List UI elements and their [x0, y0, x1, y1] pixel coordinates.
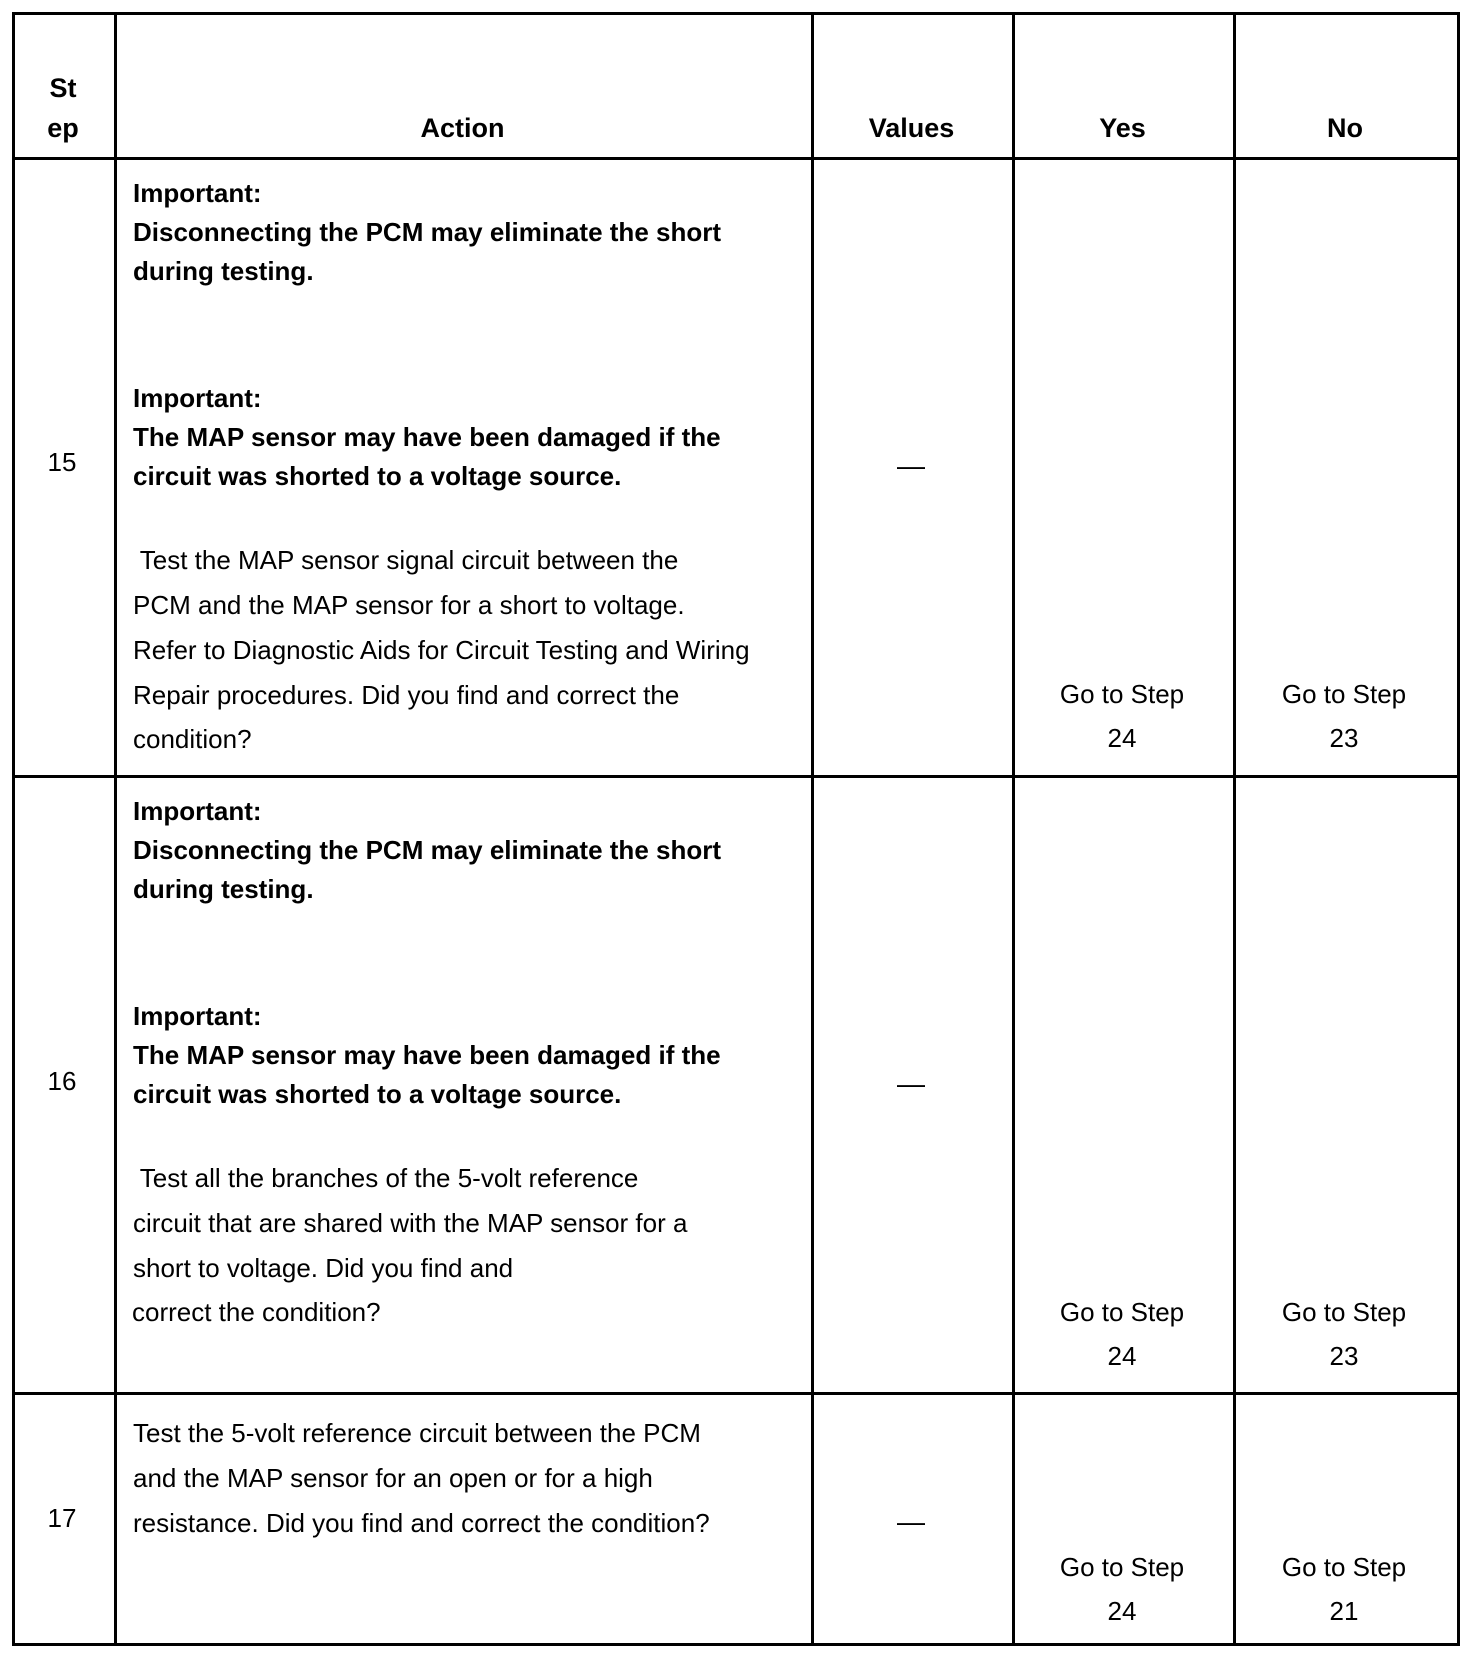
action-column-divider	[811, 12, 814, 1646]
table-border-top	[12, 12, 1460, 15]
action-text: Repair procedures. Did you find and correct the	[133, 680, 680, 710]
action-text: short to voltage. Did you find and	[133, 1253, 514, 1283]
action-text: condition?	[133, 724, 252, 754]
action-text: Test the MAP sensor signal circuit between the	[133, 545, 679, 575]
action-text: PCM and the MAP sensor for a short to voltage.	[133, 590, 685, 620]
no-goto-line2[interactable]: 23	[1329, 723, 1359, 753]
important-label: Important:	[133, 796, 262, 826]
step-column-divider	[114, 12, 117, 1646]
action-text: circuit that are shared with the MAP sensor for a	[133, 1208, 688, 1238]
important-text: during testing.	[133, 256, 314, 286]
header-yes: Yes	[1099, 113, 1146, 143]
yes-goto-line1[interactable]: Go to Step	[1059, 1552, 1185, 1582]
action-text: Test the 5-volt reference circuit between the PCM	[133, 1418, 701, 1448]
important-text: circuit was shorted to a voltage source.	[133, 1079, 622, 1109]
action-text: and the MAP sensor for an open or for a high	[133, 1463, 653, 1493]
values-column-divider	[1012, 12, 1015, 1646]
action-text: Test all the branches of the 5-volt reference	[133, 1163, 639, 1193]
values-dash: —	[897, 1068, 925, 1099]
header-step-line2: ep	[47, 113, 79, 143]
yes-goto-line2[interactable]: 24	[1107, 1596, 1137, 1626]
row-15-divider	[12, 775, 1460, 778]
yes-goto-line1[interactable]: Go to Step	[1059, 679, 1185, 709]
no-goto-line2[interactable]: 23	[1329, 1341, 1359, 1371]
values-dash: —	[897, 1506, 925, 1537]
header-no: No	[1327, 113, 1363, 143]
no-goto-line1[interactable]: Go to Step	[1281, 1297, 1407, 1327]
important-label: Important:	[133, 1001, 262, 1031]
yes-column-divider	[1233, 12, 1236, 1646]
row-16-divider	[12, 1392, 1460, 1395]
important-text: Disconnecting the PCM may eliminate the short	[133, 217, 721, 247]
important-label: Important:	[133, 178, 262, 208]
important-label: Important:	[133, 383, 262, 413]
header-row-divider	[12, 157, 1460, 160]
important-text: circuit was shorted to a voltage source.	[133, 461, 622, 491]
step-number: 17	[47, 1503, 77, 1533]
no-goto-line2[interactable]: 21	[1329, 1596, 1359, 1626]
step-number: 16	[47, 1066, 77, 1096]
action-text: correct the condition?	[132, 1297, 381, 1327]
no-goto-line1[interactable]: Go to Step	[1281, 679, 1407, 709]
yes-goto-line2[interactable]: 24	[1107, 1341, 1137, 1371]
yes-goto-line2[interactable]: 24	[1107, 723, 1137, 753]
important-text: The MAP sensor may have been damaged if the	[133, 422, 721, 452]
table-border-right	[1457, 12, 1460, 1646]
important-text: during testing.	[133, 874, 314, 904]
action-text: resistance. Did you find and correct the condition?	[133, 1508, 710, 1538]
action-text: Refer to Diagnostic Aids for Circuit Testing and Wiring	[133, 635, 750, 665]
header-step-line1: St	[49, 73, 77, 103]
step-number: 15	[47, 447, 77, 477]
table-border-bottom	[12, 1643, 1460, 1646]
no-goto-line1[interactable]: Go to Step	[1281, 1552, 1407, 1582]
header-values: Values	[868, 113, 955, 143]
table-border-left	[12, 12, 15, 1646]
values-dash: —	[897, 450, 925, 481]
important-text: The MAP sensor may have been damaged if the	[133, 1040, 721, 1070]
yes-goto-line1[interactable]: Go to Step	[1059, 1297, 1185, 1327]
header-action: Action	[420, 113, 505, 143]
important-text: Disconnecting the PCM may eliminate the short	[133, 835, 721, 865]
